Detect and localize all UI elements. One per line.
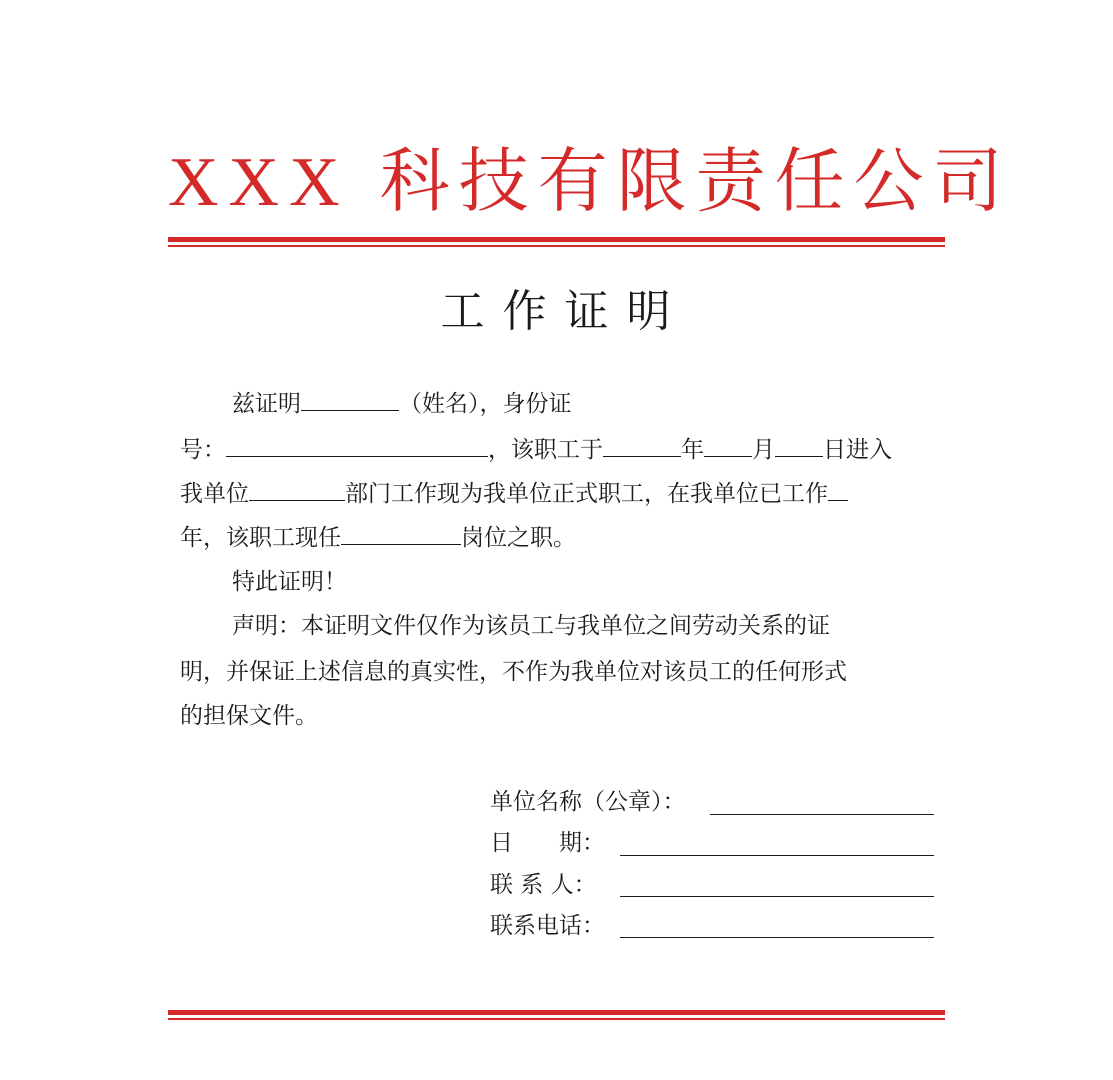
contact-person-label: 联 系 人：: [490, 872, 597, 898]
signature-phone-row: [490, 910, 605, 942]
signature-contact-row: [490, 869, 597, 901]
date-label: 日 期：: [490, 830, 605, 856]
header-red-divider: [168, 237, 945, 247]
year-blank: [603, 434, 681, 457]
signature-unit-row: [490, 786, 686, 818]
body-text: 兹证明: [232, 391, 301, 417]
phone-blank: [620, 935, 934, 938]
name-blank: [301, 388, 399, 411]
declaration-line-2: 明，并保证上述信息的真实性，不作为我单位对该员工的任何形式: [180, 659, 847, 685]
company-name: 科技有限责任公司: [379, 144, 1012, 221]
body-line-3: [180, 478, 848, 510]
unit-name-label: 单位名称（公章）：: [490, 789, 686, 815]
body-line-4: [180, 522, 576, 554]
body-text: 我单位: [180, 481, 249, 507]
date-blank: [620, 853, 934, 856]
footer-red-divider: [168, 1010, 945, 1020]
contact-person-blank: [620, 894, 934, 897]
body-text: ，该职工于: [488, 437, 603, 463]
body-line-1: [232, 388, 572, 420]
unit-name-blank: [710, 812, 934, 815]
body-text: 部门工作现为我单位正式职工，在我单位已工作: [345, 481, 828, 507]
certify-line: 特此证明！: [232, 569, 347, 595]
years-worked-blank: [828, 478, 848, 501]
signature-date-row: [490, 827, 605, 859]
declaration-line-1: 声明：本证明文件仅作为该员工与我单位之间劳动关系的证: [232, 613, 830, 639]
body-text: 月: [752, 437, 775, 463]
body-text: 年: [681, 437, 704, 463]
declaration-line-3: 的担保文件。: [180, 703, 318, 729]
document-title: 工作证明: [440, 286, 689, 337]
day-blank: [775, 434, 823, 457]
position-blank: [341, 522, 461, 545]
body-text: 日进入: [823, 437, 892, 463]
id-number-blank: [226, 434, 488, 457]
month-blank: [704, 434, 752, 457]
body-text: 岗位之职。: [461, 525, 576, 551]
department-blank: [249, 478, 345, 501]
body-text: （姓名），身份证: [399, 391, 572, 417]
phone-label: 联系电话：: [490, 913, 605, 939]
body-text: 年，该职工现任: [180, 525, 341, 551]
company-prefix: XXX: [168, 144, 350, 221]
body-text: 号：: [180, 437, 226, 463]
company-header-title: [168, 138, 1012, 228]
body-line-2: [180, 434, 892, 466]
